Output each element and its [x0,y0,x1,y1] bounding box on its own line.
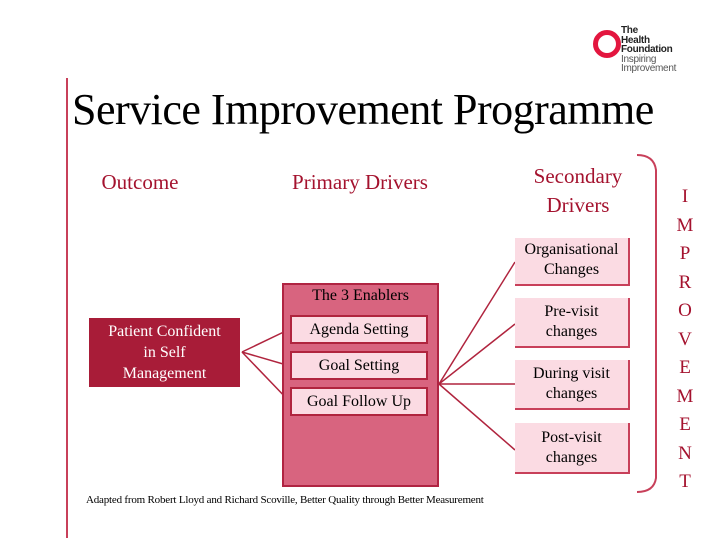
secondary-driver-during-visit [515,360,630,410]
outcome-text: in Self [143,344,186,361]
health-foundation-logo [621,26,676,74]
improvement-vertical-text [665,183,705,497]
connector-organisational [439,262,515,384]
driver-text: changes [545,449,598,466]
improvement-letter: I [681,186,689,207]
driver-text: Changes [543,261,600,278]
driver-text: Pre-visit [544,303,599,320]
improvement-letter: N [678,442,692,464]
health-foundation-logo-icon [593,30,621,58]
driver-text: During visit [533,365,610,382]
secondary-driver-pre-visit [515,298,630,348]
primary-drivers-heading: Primary Drivers [292,170,428,194]
left-accent-bar [66,78,68,538]
improvement-letter: M [676,214,694,236]
outcome-heading: Outcome [101,170,179,194]
heading-line: Drivers [546,193,610,217]
enablers-label: The 3 Enablers [312,287,409,304]
logo-line: Health [621,34,650,46]
improvement-letter: P [679,243,691,264]
secondary-drivers-heading [512,162,644,220]
enabler-agenda-setting: Agenda Setting [290,315,428,344]
secondary-driver-organisational [515,238,630,286]
improvement-letter: R [678,271,692,293]
driver-text: changes [545,385,598,402]
secondary-driver-post-visit [515,423,630,474]
enabler-goal-setting: Goal Setting [290,351,428,380]
driver-text: Post-visit [541,429,602,446]
improvement-letter: T [679,471,691,492]
driver-text: Organisational [524,241,619,258]
logo-line: The [621,25,638,36]
driver-text: changes [545,323,598,340]
outcome-box [89,318,240,387]
connector-post-visit [439,384,515,450]
heading-line: Secondary [533,164,623,188]
improvement-letter: V [678,328,692,350]
enablers-group-box [282,283,439,487]
connector-pre-visit [439,324,515,384]
improvement-letter: E [679,357,691,378]
logo-line: Foundation [621,44,673,55]
improvement-letter: O [678,300,692,321]
logo-tagline: Improvement [621,63,677,74]
improvement-letter: M [676,385,694,407]
logo-tagline: Inspiring [621,53,657,65]
improvement-letter: E [679,414,691,435]
enabler-goal-follow-up: Goal Follow Up [290,387,428,416]
outcome-text: Management [122,365,207,382]
outcome-text: Patient Confident [108,323,221,340]
page-title: Service Improvement Programme [72,85,654,134]
source-credit: Adapted from Robert Lloyd and Richard Scoville, Better Quality through Better Measurement [86,494,484,506]
